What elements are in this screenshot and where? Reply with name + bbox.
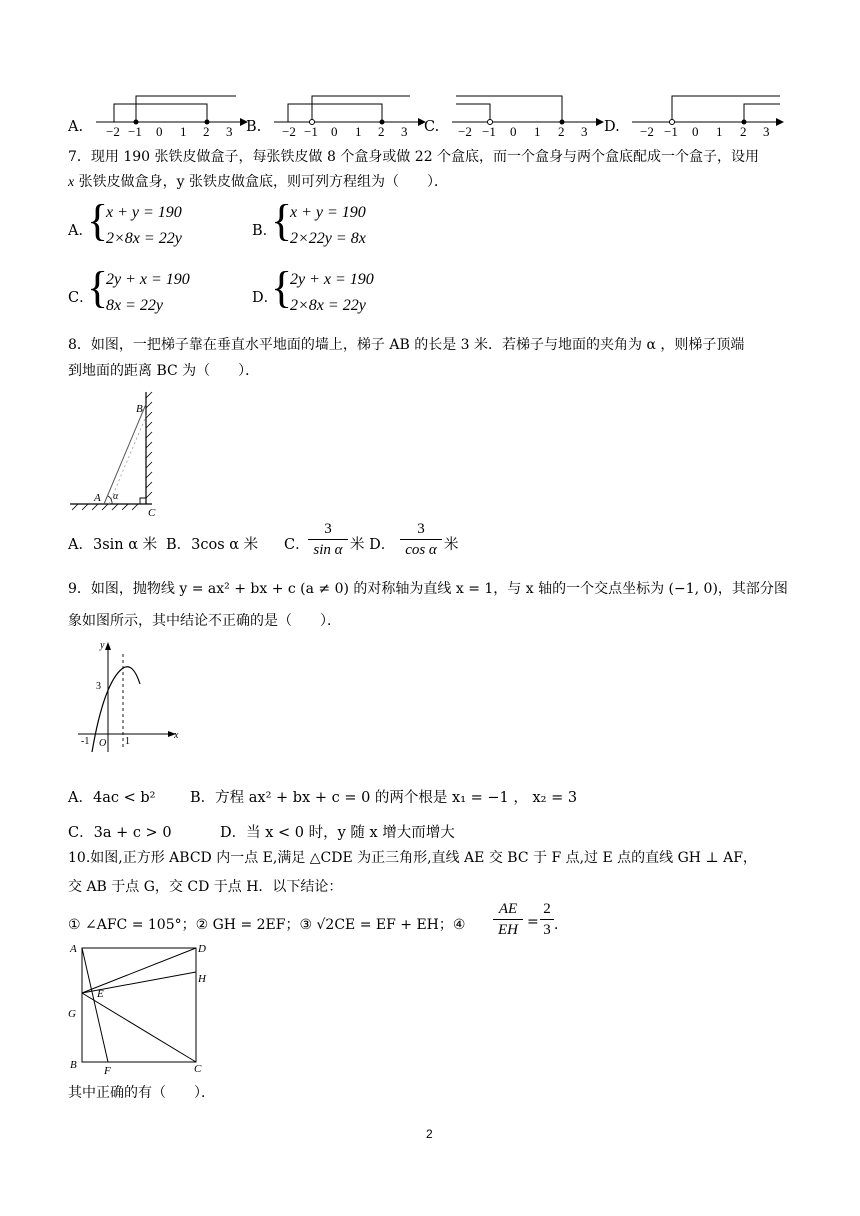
q6-numberline-a (92, 92, 252, 140)
q9-stem-line1: 9．如图，抛物线 y = ax² + bx + c (a ≠ 0) 的对称轴为直线 x = 1，与 x 轴的一个交点坐标为 (−1, 0)，其部分图 (68, 581, 788, 597)
q7-option-d-letter: D． (252, 290, 279, 306)
q6-d-tick-3: 1 (716, 124, 723, 139)
q10-period: ． (554, 917, 568, 933)
q8-label-a: A (94, 492, 101, 504)
q9-option-d: D．当 x < 0 时，y 随 x 增大而增大 (220, 825, 455, 841)
q7-c-eq2: 8x = 22y (106, 297, 163, 314)
q8-option-c-fraction (308, 520, 348, 559)
q10-frac-num: AE (498, 901, 518, 917)
q6-d-tick-1: −1 (664, 124, 678, 139)
q10-fraction-value (540, 900, 554, 939)
q6-b-tick-3: 1 (355, 124, 362, 139)
q6-a-tick-3: 1 (180, 124, 187, 139)
q7-var-x: x (68, 175, 75, 190)
page-number: 2 (426, 1127, 433, 1141)
q8-stem-line2: 到地面的距离 BC 为（ ）． (68, 363, 260, 379)
q9-label-x: x (174, 730, 179, 741)
q10-label-f: F (104, 1065, 111, 1077)
q6-a-tick-2: 0 (156, 124, 163, 139)
q10-fraction-ae-eh (493, 900, 523, 939)
q10-label-h: H (198, 973, 206, 985)
q10-question: 其中正确的有（ ）． (68, 1085, 215, 1101)
q6-a-tick-5: 3 (226, 124, 233, 139)
q6-c-tick-2: 0 (510, 124, 517, 139)
q8-c-numerator: 3 (324, 521, 332, 537)
q6-a-tick-4: 2 (203, 124, 210, 139)
q7-c-eq1: 2y + x = 190 (106, 271, 190, 288)
q8-label-c: C (148, 507, 156, 519)
q7-c-brace: { (87, 263, 109, 312)
q6-d-tick-4: 2 (740, 124, 747, 139)
q10-label-g: G (68, 1008, 76, 1020)
q10-frac-den: EH (498, 922, 518, 938)
q6-b-tick-2: 0 (331, 124, 338, 139)
q10-val-den: 3 (543, 922, 551, 938)
q6-d-tick-2: 0 (692, 124, 699, 139)
q7-option-b-letter: B． (252, 223, 278, 239)
q10-square-figure (64, 940, 214, 1078)
q7-option-a-letter: A． (68, 223, 93, 239)
q8-c-denominator: sin α (313, 542, 343, 558)
q6-option-b-letter: B. (246, 119, 262, 135)
q6-c-tick-1: −1 (482, 124, 496, 139)
q10-conclusions: ① ∠AFC = 105°；② GH = 2EF；③ √2CE = EF + EH；④ (68, 917, 466, 933)
q6-d-tick-0: −2 (640, 124, 654, 139)
q10-label-b: B (70, 1059, 77, 1071)
q7-a-eq1: x + y = 190 (106, 204, 182, 221)
q6-numberline-d (628, 92, 788, 140)
q8-d-numerator: 3 (417, 521, 425, 537)
q6-c-tick-5: 3 (581, 124, 588, 139)
q7-a-eq2: 2×8x = 22y (106, 230, 182, 247)
q8-option-c-letter: C． (284, 537, 310, 553)
q10-label-d: D (198, 943, 206, 955)
q9-option-a: A．4ac < b² (68, 790, 156, 806)
q6-option-a-letter: A. (68, 119, 84, 135)
q7-stem-line1: 7．现用 190 张铁皮做盒子，每张铁皮做 8 个盒身或做 22 个盒底，而一个盒身与两个盒底配成一个盒子，设用 (68, 149, 760, 165)
q8-option-d-letter: 米 D． (350, 537, 396, 553)
q7-option-c-letter: C． (68, 290, 94, 306)
q8-option-d-unit: 米 (444, 537, 459, 553)
q9-label-neg1: -1 (81, 736, 90, 747)
q10-label-a: A (70, 943, 77, 955)
q9-label-o: O (99, 738, 107, 749)
q10-label-e: E (97, 988, 104, 1000)
q8-label-alpha: α (113, 491, 119, 502)
q6-d-tick-5: 3 (763, 124, 770, 139)
q10-equals: = (527, 914, 539, 930)
q7-stem-line2-text: 张铁皮做盒身，y 张铁皮做盒底，则可列方程组为（ ）． (78, 174, 449, 190)
q7-d-eq2: 2×8x = 22y (290, 297, 366, 314)
q10-stem-line2: 交 AB 于点 G，交 CD 于点 H．以下结论： (68, 879, 343, 895)
q7-stem-line2 (68, 171, 448, 191)
q9-label-3: 3 (96, 681, 101, 692)
q10-label-c: C (194, 1063, 202, 1075)
q7-b-brace: { (271, 196, 293, 245)
q6-c-tick-0: −2 (458, 124, 472, 139)
q7-d-eq1: 2y + x = 190 (290, 271, 374, 288)
q10-stem-line1: 10.如图,正方形 ABCD 内一点 E,满足 △CDE 为正三角形,直线 AE 交 BC 于 F 点,过 E 点的直线 GH ⊥ AF， (68, 850, 757, 866)
q8-stem-line1: 8．如图，一把梯子靠在垂直水平地面的墙上，梯子 AB 的长是 3 米．若梯子与地面的夹角为 α ，则梯子顶端 (68, 337, 745, 353)
q8-option-d-fraction (400, 520, 442, 559)
q6-b-tick-1: −1 (304, 124, 318, 139)
q6-a-tick-1: −1 (128, 124, 142, 139)
q9-label-1: 1 (125, 736, 130, 747)
q6-numberline-c (448, 92, 608, 140)
q7-d-brace: { (271, 263, 293, 312)
q6-c-tick-4: 2 (558, 124, 565, 139)
q6-b-tick-5: 3 (401, 124, 408, 139)
q7-a-brace: { (87, 196, 109, 245)
q6-option-d-letter: D. (604, 119, 620, 135)
q8-d-denominator: cos α (405, 542, 437, 558)
q6-option-c-letter: C. (424, 119, 440, 135)
q6-c-tick-3: 1 (534, 124, 541, 139)
q7-b-eq2: 2×22y = 8x (290, 230, 366, 247)
q6-b-tick-4: 2 (378, 124, 385, 139)
q8-ladder-figure (66, 392, 176, 519)
q9-option-c: C．3a + c > 0 (68, 825, 172, 841)
q9-option-b: B．方程 ax² + bx + c = 0 的两个根是 x₁ = −1 ， x₂ = 3 (190, 790, 578, 806)
q8-option-b: B．3cos α 米 (166, 537, 259, 553)
q8-option-a: A．3sin α 米 (68, 537, 158, 553)
q9-parabola-figure (78, 640, 188, 756)
q9-stem-line2: 象如图所示，其中结论不正确的是（ ）． (68, 613, 341, 629)
q8-label-b: B (136, 403, 143, 415)
q6-numberline-b (270, 92, 430, 140)
q9-label-y: y (100, 640, 105, 651)
q6-b-tick-0: −2 (282, 124, 296, 139)
q10-val-num: 2 (543, 901, 551, 917)
q7-b-eq1: x + y = 190 (290, 204, 366, 221)
q6-a-tick-0: −2 (106, 124, 120, 139)
